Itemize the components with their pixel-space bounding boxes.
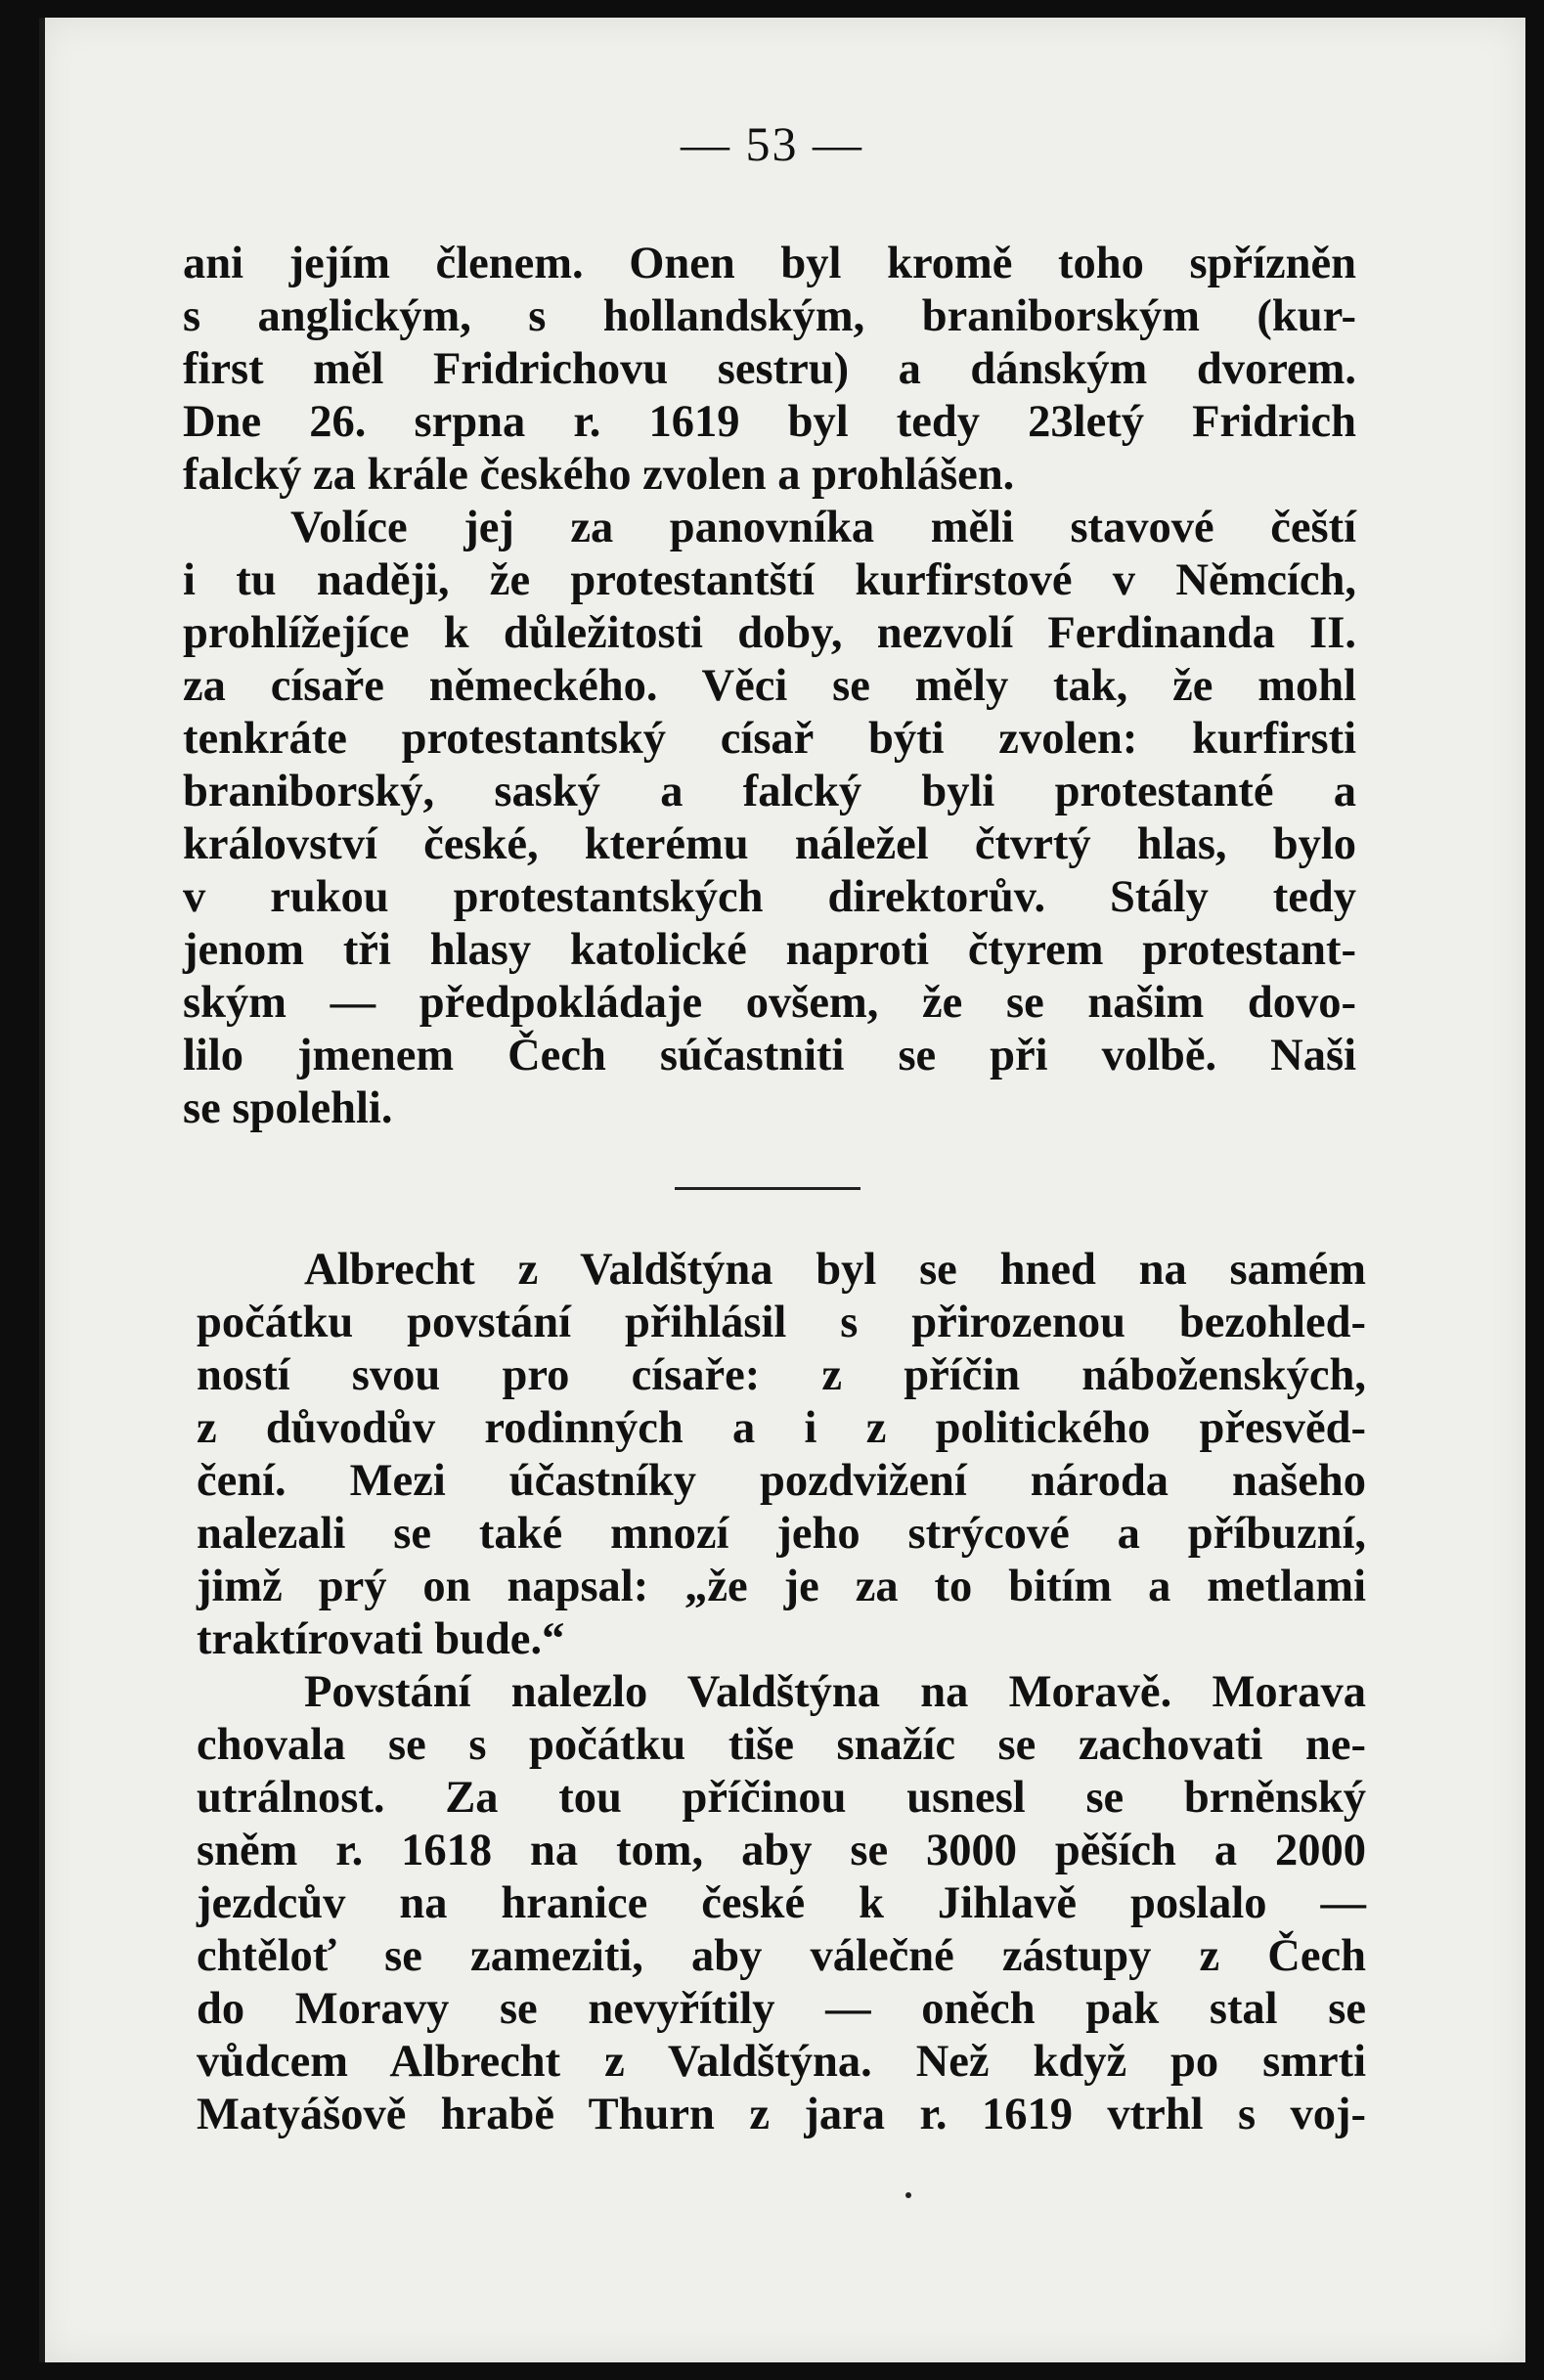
text-line: jezdcův na hranice české k Jihlavě poslalo —	[197, 1878, 1366, 1928]
text-line: utrálnost. Za tou příčinou usnesl se brněnský	[197, 1773, 1366, 1823]
text-line: sněm r. 1618 na tom, aby se 3000 pěších a 2000	[197, 1826, 1366, 1875]
text-line: chtěloť se zameziti, aby válečné zástupy z Čech	[197, 1931, 1366, 1981]
page-number: — 53 —	[681, 116, 863, 171]
text-line: Dne 26. srpna r. 1619 byl tedy 23letý Fridrich	[183, 397, 1356, 447]
page-speck	[905, 2192, 911, 2198]
text-line: se spolehli.	[183, 1083, 393, 1133]
text-line: lilo jmenem Čech súčastniti se při volbě. Naši	[183, 1031, 1356, 1080]
text-line: Volíce jej za panovníka měli stavové čeští	[290, 503, 1356, 552]
text-line: s anglickým, s hollandským, braniborským (kur-	[183, 291, 1356, 341]
section-separator	[675, 1187, 860, 1190]
text-line: království české, kterému náležel čtvrtý hlas, bylo	[183, 819, 1356, 869]
text-line: Albrecht z Valdštýna byl se hned na samém	[304, 1245, 1366, 1295]
text-line: Povstání nalezlo Valdštýna na Moravě. Morava	[304, 1667, 1366, 1717]
text-line: za císaře německého. Věci se měly tak, že mohl	[183, 661, 1356, 711]
text-line: v rukou protestantských direktorův. Stály tedy	[183, 872, 1356, 922]
paragraph-2	[197, 1244, 1366, 2141]
text-line: ským — předpokládaje ovšem, že se našim dovo-	[183, 978, 1356, 1028]
text-line: z důvodův rodinných a i z politického přesvěd-	[197, 1403, 1366, 1453]
text-line: ani jejím členem. Onen byl kromě toho spřízněn	[183, 239, 1356, 288]
page-binding-edge	[39, 18, 45, 2362]
paragraph-1	[183, 238, 1356, 1135]
text-line: vůdcem Albrecht z Valdštýna. Než když po smrti	[197, 2037, 1366, 2087]
text-line: traktírovati bude.“	[197, 1614, 565, 1664]
text-line: prohlížejíce k důležitosti doby, nezvolí Ferdinanda II.	[183, 608, 1356, 658]
text-line: i tu naději, že protestantští kurfirstové v Němcích,	[183, 555, 1356, 605]
text-line: počátku povstání přihlásil s přirozenou bezohled-	[197, 1298, 1366, 1347]
text-line: jenom tři hlasy katolické naproti čtyrem protestant-	[183, 925, 1356, 975]
text-line: falcký za krále českého zvolen a prohlášen.	[183, 450, 1015, 500]
text-line: first měl Fridrichovu sestru) a dánským dvorem.	[183, 344, 1356, 394]
text-line: do Moravy se nevyřítily — oněch pak stal se	[197, 1984, 1366, 2034]
text-line: ností svou pro císaře: z příčin náboženských,	[197, 1350, 1366, 1400]
text-line: jimž prý on napsal: „že je za to bitím a metlami	[197, 1562, 1366, 1611]
text-line: braniborský, saský a falcký byli protestanté a	[183, 767, 1356, 816]
text-line: čení. Mezi účastníky pozdvižení národa našeho	[197, 1456, 1366, 1506]
text-line: tenkráte protestantský císař býti zvolen: kurfirsti	[183, 714, 1356, 764]
text-line: chovala se s počátku tiše snažíc se zachovati ne-	[197, 1720, 1366, 1770]
text-line: nalezali se také mnozí jeho strýcové a příbuzní,	[197, 1509, 1366, 1559]
text-line: Matyášově hrabě Thurn z jara r. 1619 vtrhl s voj-	[197, 2090, 1366, 2139]
